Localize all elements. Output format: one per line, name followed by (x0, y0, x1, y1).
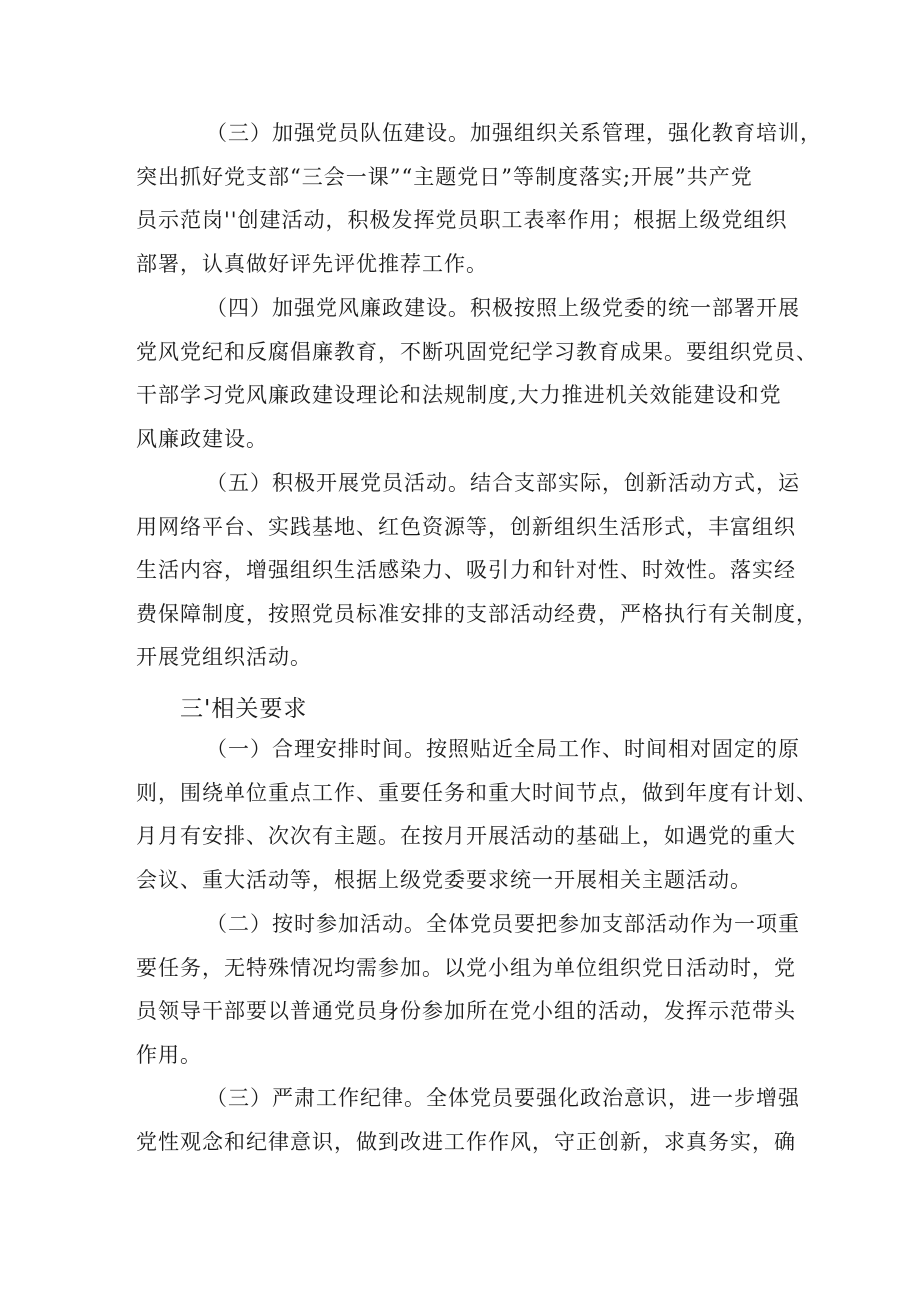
paragraph-work-discipline (136, 1077, 800, 1164)
text-line: 作用。 (136, 1042, 202, 1067)
paragraph-integrity-building (136, 287, 818, 461)
paragraph-member-activities (136, 462, 818, 680)
text-line: 开展党组织活动。 (136, 645, 312, 669)
paragraph-schedule-time (136, 728, 818, 902)
text-line: 部署，认真做好评先评优推荐工作。 (136, 251, 488, 276)
text-line: 月月有安排、次次有主题。在按月开展活动的基础上，如遇党的重大 (136, 824, 796, 848)
text-line: 会议、重大活动等，根据上级党委要求统一开展相关主题活动。 (136, 867, 752, 892)
text-line: 党性观念和纪律意识，做到改进工作作风，守正创新，求真务实，确 (136, 1129, 796, 1154)
text-line: 党风党纪和反腐倡廉教育，不断巩固党纪学习教育成果。要组织党员、 (136, 339, 818, 364)
section-heading: 三'相关要求 (180, 696, 308, 722)
paragraph-attend-activities (136, 903, 800, 1077)
text-line: （二）按时参加活动。全体党员要把参加支部活动作为一项重 (206, 912, 800, 936)
text-line: 员领导干部要以普通党员身份参加所在党小组的活动，发挥示范带头 (136, 999, 796, 1023)
text-line: （三）加强党员队伍建设。加强组织关系管理，强化教育培训， (206, 121, 822, 145)
text-line: 干部学习党风廉政建设理论和法规制度,大力推进机关效能建设和党 (136, 383, 782, 407)
text-line: （一）合理安排时间。按照贴近全局工作、时间相对固定的原 (206, 737, 800, 761)
text-line: 风廉政建设。 (136, 426, 268, 451)
text-line: 用网络平台、实践基地、红色资源等，创新组织生活形式，丰富组织 (136, 514, 796, 539)
text-line: （四）加强党风廉政建设。积极按照上级党委的统一部署开展 (206, 296, 800, 320)
text-line: （五）积极开展党员活动。结合支部实际，创新活动方式，运 (206, 471, 800, 495)
text-line: 则，围绕单位重点工作、重要任务和重大时间节点，做到年度有计划、 (136, 780, 818, 805)
text-line: 要任务，无特殊情况均需参加。以党小组为单位组织党日活动时，党 (136, 955, 796, 980)
text-line: 员示范岗''创建活动，积极发挥党员职工表率作用；根据上级党组织 (136, 208, 788, 232)
paragraph-party-team-building (136, 112, 822, 286)
text-line: 生活内容，增强组织生活感染力、吸引力和针对性、时效性。落实经 (136, 558, 796, 582)
text-line: （三）严肃工作纪律。全体党员要强化政治意识，进一步增强 (206, 1086, 800, 1110)
text-line: 费保障制度，按照党员标准安排的支部活动经费，严格执行有关制度， (136, 601, 818, 626)
text-line: 突出抓好党支部“三会一课”“主题党日”等制度落实;开展”共产党 (136, 164, 753, 189)
